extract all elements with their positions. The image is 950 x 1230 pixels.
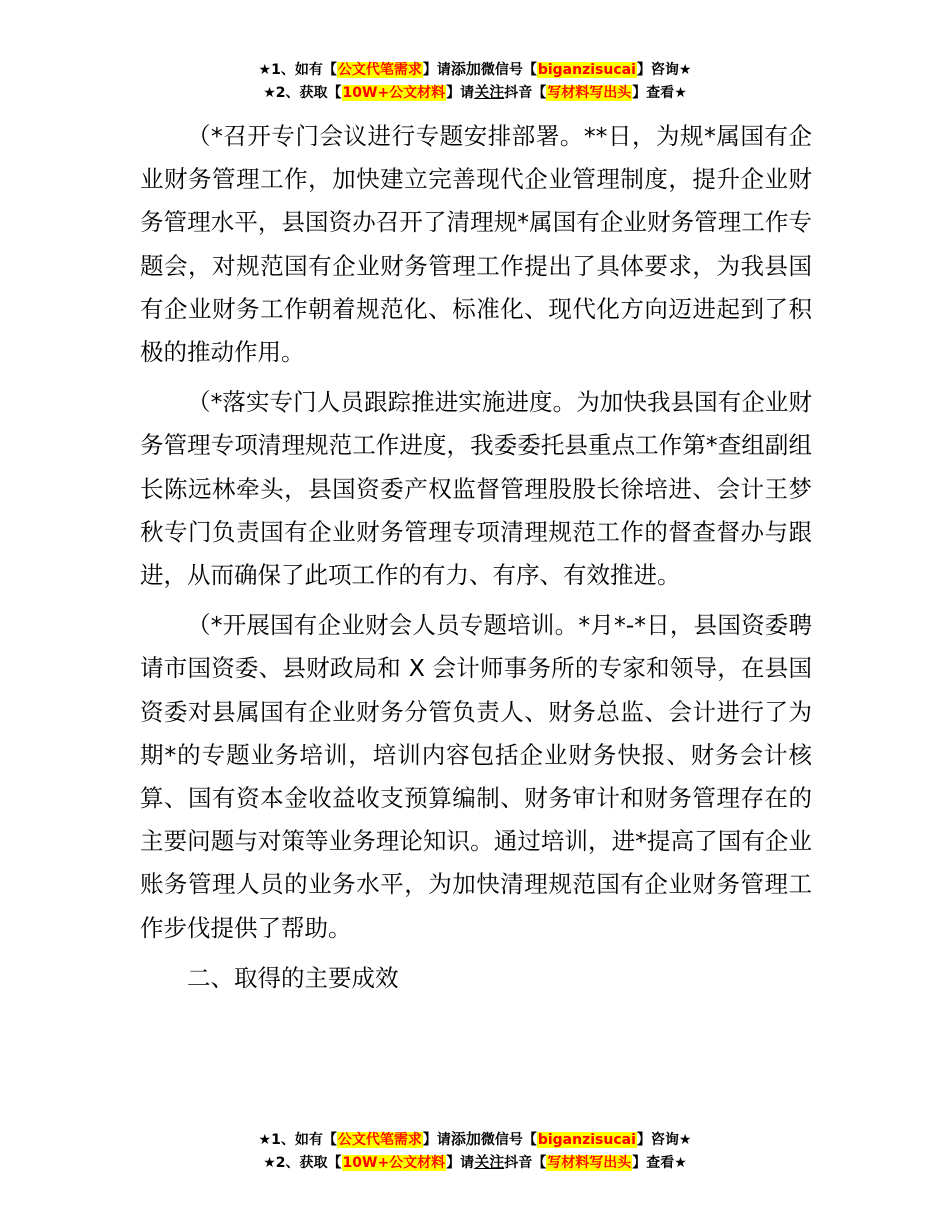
paragraph-meeting-deployment: （*召开专门会议进行专题安排部署。**日，为规*属国有企业财务管理工作，加快建立完善现代企业管理制度，提升企业财务管理水平，县国资办召开了清理规*属国有企业财务管理工作专题会，对规范国有企业财务管理工作提出了具体要求，为我县国有企业财务工作朝着规范化、标准化、现代化方向迈进起到了积极的推动作用。 <box>140 122 812 367</box>
promo-text: ★2、获取【 <box>263 85 342 101</box>
promo-text: 抖音【 <box>504 85 547 101</box>
promo-highlight-materials: 10W+公文材料 <box>342 85 446 101</box>
paragraph-training: （*开展国有企业财会人员专题培训。*月*-*日，县国资委聘请市国资委、县财政局和 X 会计师事务所的专家和领导，在县国资委对县属国有企业财务分管负责人、财务总监、会计进行了为期*的专题业务培训，培训内容包括企业财务快报、财务会计核算、国有资本金收益收支预算编制、财务审计和财务管理存在的主要问题与对策等业务理论知识。通过培训，进*提高了国有企业账务管理人员的业务水平，为加快清理规范国有企业财务管理工作步伐提供了帮助。 <box>140 611 812 942</box>
promo-text: ★1、如有【 <box>258 1132 337 1148</box>
promo-emphasis: 关注 <box>474 1153 505 1171</box>
promo-line-2 <box>0 81 950 104</box>
promo-highlight-douyin-account: 写材料写出头 <box>547 85 632 101</box>
promo-highlight-service: 公文代笔需求 <box>337 1132 422 1148</box>
promo-line-2 <box>0 1151 950 1174</box>
paragraph-staff-tracking: （*落实专门人员跟踪推进实施进度。为加快我县国有企业财务管理专项清理规范工作进度，我委委托县重点工作第*查组副组长陈远林牵头，县国资委产权监督管理股股长徐培进、会计王梦秋专门负责国有企业财务管理专项清理规范工作的督查督办与跟进，从而确保了此项工作的有力、有序、有效推进。 <box>140 388 812 590</box>
promo-highlight-wechat-id: biganzisucai <box>537 62 636 78</box>
promo-text: 】咨询★ <box>636 62 692 78</box>
section-heading: 二、取得的主要成效 <box>187 963 399 992</box>
promo-line-1 <box>0 1128 950 1151</box>
promo-text: 微信号【 <box>480 1132 537 1148</box>
header-promo-banner <box>0 58 950 104</box>
promo-text: 】查看★ <box>632 1155 687 1171</box>
promo-text: 】查看★ <box>632 85 687 101</box>
promo-highlight-service: 公文代笔需求 <box>337 62 422 78</box>
document-body <box>140 115 812 1007</box>
promo-text: 】请 <box>446 85 475 101</box>
promo-text: 微信号【 <box>480 62 537 78</box>
promo-text: 】请 <box>422 1132 451 1148</box>
promo-text: ★1、如有【 <box>258 62 337 78</box>
promo-text: 】请 <box>446 1155 475 1171</box>
promo-text: ★2、获取【 <box>263 1155 342 1171</box>
promo-emphasis: 添加 <box>450 1130 481 1148</box>
promo-highlight-materials: 10W+公文材料 <box>342 1155 446 1171</box>
promo-text: 】咨询★ <box>636 1132 692 1148</box>
promo-emphasis: 添加 <box>450 60 481 78</box>
promo-text: 抖音【 <box>504 1155 547 1171</box>
promo-text: 】请 <box>422 62 451 78</box>
promo-emphasis: 关注 <box>474 83 505 101</box>
footer-promo-banner <box>0 1128 950 1174</box>
promo-highlight-wechat-id: biganzisucai <box>537 1132 636 1148</box>
promo-highlight-douyin-account: 写材料写出头 <box>547 1155 632 1171</box>
promo-line-1 <box>0 58 950 81</box>
